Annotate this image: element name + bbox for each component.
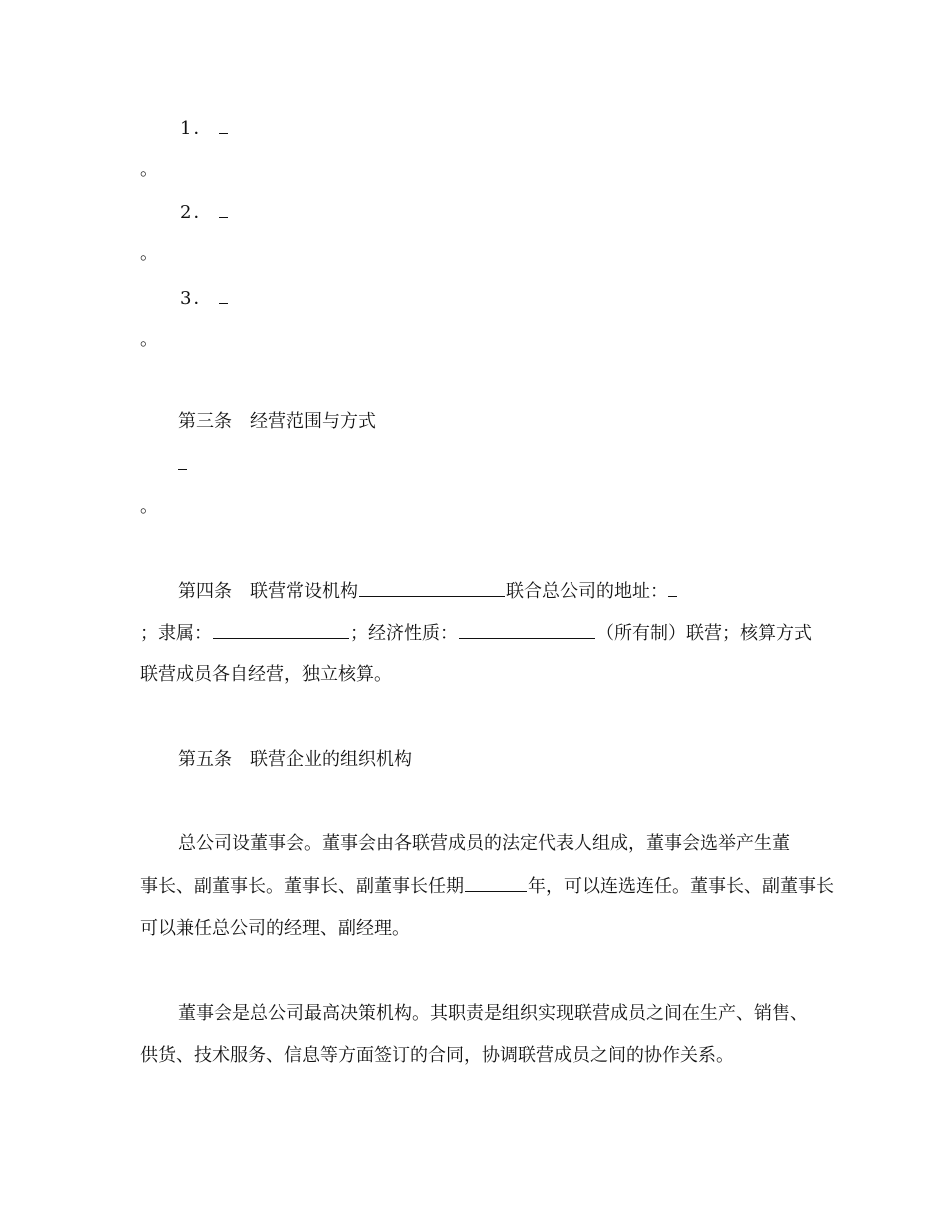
para-1-line-2-b: 年，可以连选连任。董事长、副董事长	[528, 876, 834, 897]
article-4-line-2	[140, 621, 812, 645]
article-3-body	[178, 452, 187, 476]
fill-blank[interactable]	[219, 286, 228, 304]
fill-blank[interactable]	[219, 200, 228, 218]
list-item-2	[180, 200, 228, 224]
para-2-line-2: 供货、技术服务、信息等方面签订的合同，协调联营成员之间的协作关系。	[140, 1045, 734, 1066]
institution-blank[interactable]	[359, 579, 505, 597]
item-2-end: 。	[140, 243, 158, 264]
para-1-line-2	[140, 874, 834, 898]
fill-blank[interactable]	[178, 452, 187, 470]
fill-blank[interactable]	[219, 116, 228, 134]
article-4-line-1	[178, 579, 677, 603]
para-1-line-2-a: 事长、副董事长。董事长、副董事长任期	[140, 876, 464, 897]
item-number: 2．	[180, 202, 214, 223]
address-blank[interactable]	[668, 579, 677, 597]
article-3-end: 。	[140, 496, 158, 517]
article-3-title: 第三条 经营范围与方式	[178, 411, 376, 432]
item-number: 3．	[180, 288, 214, 309]
nature-blank[interactable]	[459, 621, 595, 639]
article-4-line-3: 联营成员各自经营，独立核算。	[140, 664, 392, 685]
affiliation-label: ；隶属：	[140, 623, 212, 644]
item-number: 1．	[180, 118, 214, 139]
ownership-text: （所有制）联营；核算方式	[596, 623, 812, 644]
article-4-title: 第四条 联营常设机构	[178, 581, 358, 602]
nature-label: ；经济性质：	[350, 623, 458, 644]
item-1-end: 。	[140, 159, 158, 180]
affiliation-blank[interactable]	[213, 621, 349, 639]
item-3-end: 。	[140, 329, 158, 350]
para-1-line-1: 总公司设董事会。董事会由各联营成员的法定代表人组成，董事会选举产生董	[178, 833, 790, 854]
address-label: 联合总公司的地址：	[506, 581, 668, 602]
para-1-line-3: 可以兼任总公司的经理、副经理。	[140, 918, 410, 939]
para-2-line-1: 董事会是总公司最高决策机构。其职责是组织实现联营成员之间在生产、销售、	[178, 1003, 808, 1024]
list-item-3	[180, 286, 228, 310]
term-years-blank[interactable]	[465, 874, 527, 892]
article-5-title: 第五条 联营企业的组织机构	[178, 749, 412, 770]
list-item-1	[180, 116, 228, 140]
